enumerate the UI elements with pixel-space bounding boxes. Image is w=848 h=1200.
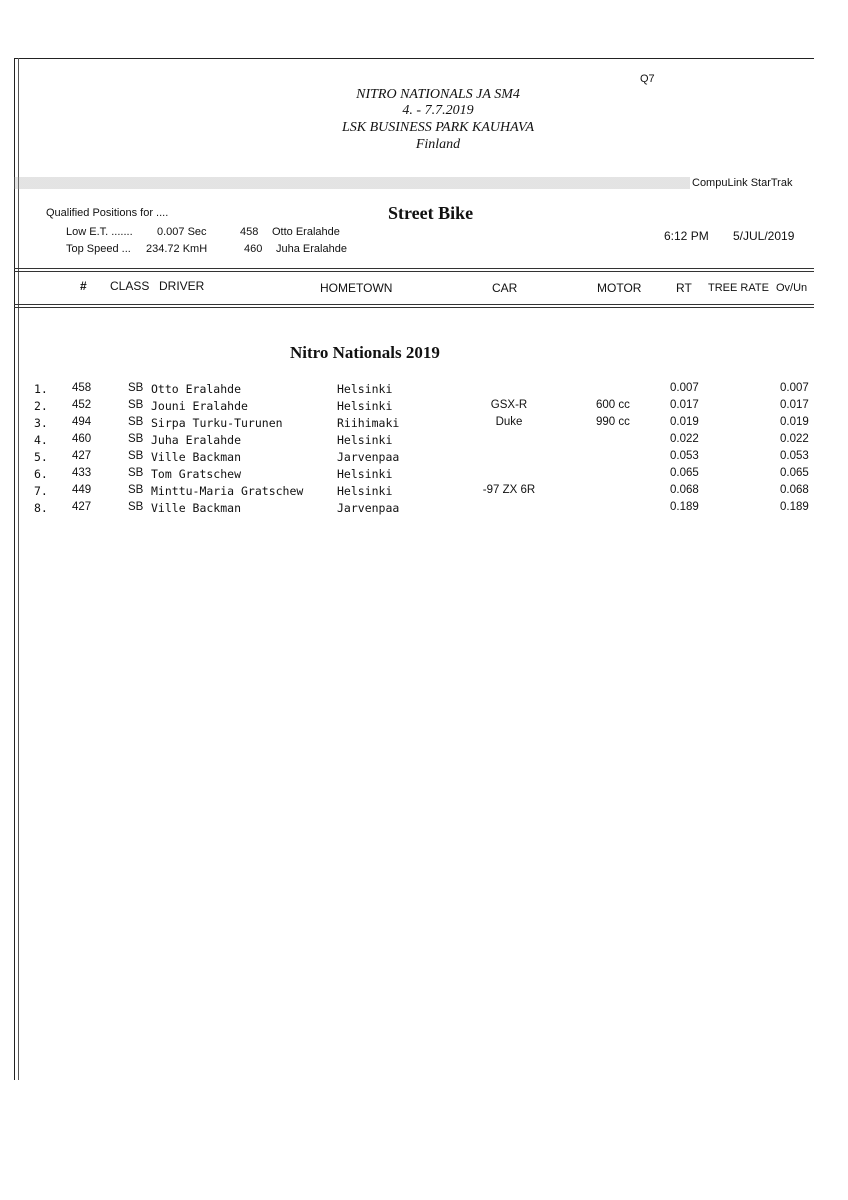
low-et-label: Low E.T. ....... xyxy=(66,226,133,238)
row-number: 449 xyxy=(72,484,92,496)
country: Finland xyxy=(415,137,461,152)
row-number: 427 xyxy=(72,501,92,513)
row-ov-un: 0.022 xyxy=(780,433,809,445)
row-rt: 0.053 xyxy=(670,450,699,462)
row-rt: 0.022 xyxy=(670,433,699,445)
row-motor: 600 cc xyxy=(596,399,630,411)
header-rule-bottom-2 xyxy=(14,307,814,308)
venue: LSK BUSINESS PARK KAUHAVA xyxy=(341,120,535,135)
left-border-line xyxy=(14,58,15,1080)
row-class: SB xyxy=(128,399,144,411)
row-driver: Sirpa Turku-Turunen xyxy=(151,416,283,430)
col-header-tree-rate: TREE RATE xyxy=(708,282,769,294)
row-rt: 0.189 xyxy=(670,501,699,513)
header-rule-bottom xyxy=(14,304,814,305)
left-border-line-inner xyxy=(18,58,19,1080)
row-car: GSX-R xyxy=(490,399,528,411)
row-ov-un: 0.068 xyxy=(780,484,809,496)
row-number: 458 xyxy=(72,382,92,394)
row-hometown: Helsinki xyxy=(337,484,393,498)
low-et-value: 0.007 Sec xyxy=(157,226,207,238)
row-class: SB xyxy=(128,416,144,428)
col-header-driver: DRIVER xyxy=(159,279,205,293)
row-ov-un: 0.017 xyxy=(780,399,809,411)
row-rt: 0.019 xyxy=(670,416,699,428)
top-speed-car-number: 460 xyxy=(244,243,263,255)
row-position: 7. xyxy=(34,484,48,498)
event-dates: 4. - 7.7.2019 xyxy=(402,103,474,118)
row-driver: Jouni Eralahde xyxy=(151,399,248,413)
row-number: 494 xyxy=(72,416,92,428)
row-rt: 0.017 xyxy=(670,399,699,411)
header-rule-top xyxy=(14,268,814,269)
row-rt: 0.065 xyxy=(670,467,699,479)
col-header-rt: RT xyxy=(676,281,692,295)
row-motor: 990 cc xyxy=(596,416,630,428)
report-date: 5/JUL/2019 xyxy=(733,229,795,243)
row-position: 4. xyxy=(34,433,48,447)
row-ov-un: 0.019 xyxy=(780,416,809,428)
row-car: Duke xyxy=(495,416,523,428)
row-position: 6. xyxy=(34,467,48,481)
row-ov-un: 0.053 xyxy=(780,450,809,462)
row-hometown: Jarvenpaa xyxy=(337,501,400,515)
report-time: 6:12 PM xyxy=(664,229,709,243)
row-driver: Ville Backman xyxy=(151,501,242,515)
dotted-separator xyxy=(14,177,690,189)
row-class: SB xyxy=(128,467,144,479)
row-driver: Juha Eralahde xyxy=(151,433,242,447)
row-hometown: Helsinki xyxy=(337,399,393,413)
section-title: Nitro Nationals 2019 xyxy=(290,343,440,362)
col-header-car: CAR xyxy=(492,281,518,295)
row-driver: Minttu-Maria Gratschew xyxy=(151,484,304,498)
row-driver: Tom Gratschew xyxy=(151,467,242,481)
col-header-class: CLASS xyxy=(110,279,150,293)
row-hometown: Helsinki xyxy=(337,467,393,481)
top-speed-label: Top Speed ... xyxy=(66,243,131,255)
top-border-line xyxy=(14,58,814,59)
top-speed-value: 234.72 KmH xyxy=(146,243,208,255)
class-title: Street Bike xyxy=(388,203,474,223)
row-class: SB xyxy=(128,433,144,445)
row-position: 2. xyxy=(34,399,48,413)
low-et-car-number: 458 xyxy=(240,226,259,238)
row-driver: Otto Eralahde xyxy=(151,382,242,396)
row-driver: Ville Backman xyxy=(151,450,242,464)
low-et-driver: Otto Eralahde xyxy=(272,226,340,238)
system-label: CompuLink StarTrak xyxy=(692,177,793,189)
row-rt: 0.007 xyxy=(670,382,699,394)
row-number: 427 xyxy=(72,450,92,462)
row-number: 433 xyxy=(72,467,92,479)
row-position: 3. xyxy=(34,416,48,430)
col-header-motor: MOTOR xyxy=(597,281,642,295)
col-header-hometown: HOMETOWN xyxy=(320,281,393,295)
row-rt: 0.068 xyxy=(670,484,699,496)
row-car: -97 ZX 6R xyxy=(482,484,536,496)
row-ov-un: 0.065 xyxy=(780,467,809,479)
row-ov-un: 0.189 xyxy=(780,501,809,513)
top-speed-driver: Juha Eralahde xyxy=(276,243,347,255)
row-hometown: Helsinki xyxy=(337,433,393,447)
row-class: SB xyxy=(128,484,144,496)
qualified-label: Qualified Positions for .... xyxy=(46,207,169,219)
event-name: NITRO NATIONALS JA SM4 xyxy=(356,87,520,102)
row-class: SB xyxy=(128,382,144,394)
row-hometown: Jarvenpaa xyxy=(337,450,400,464)
row-hometown: Helsinki xyxy=(337,382,393,396)
row-class: SB xyxy=(128,501,144,513)
row-hometown: Riihimaki xyxy=(337,416,400,430)
row-number: 460 xyxy=(72,433,92,445)
col-header-ov-un: Ov/Un xyxy=(776,282,808,294)
header-rule-top-2 xyxy=(14,271,814,272)
col-header-number: # xyxy=(80,279,87,293)
row-position: 1. xyxy=(34,382,48,396)
row-ov-un: 0.007 xyxy=(780,382,809,394)
row-class: SB xyxy=(128,450,144,462)
row-position: 5. xyxy=(34,450,48,464)
row-number: 452 xyxy=(72,399,92,411)
row-position: 8. xyxy=(34,501,48,515)
page-code: Q7 xyxy=(640,73,655,85)
